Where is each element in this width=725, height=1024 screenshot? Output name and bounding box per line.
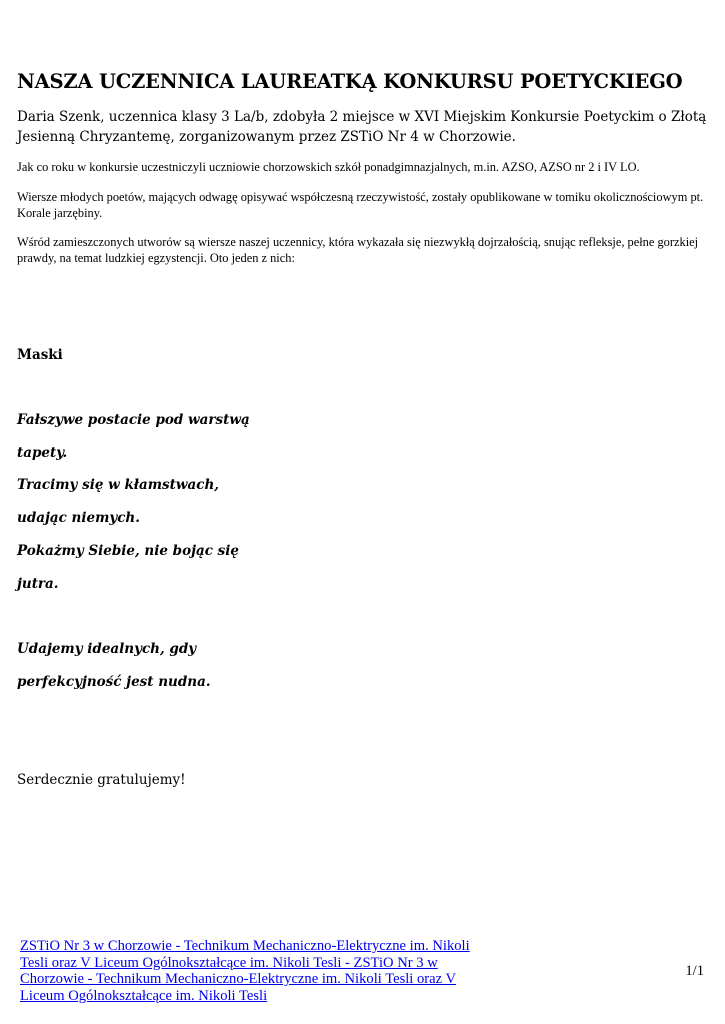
poem-line: Pokażmy Siebie, nie bojąc się [17,543,239,559]
poem-title: Maski [17,347,63,363]
article-paragraph: Jak co roku w konkursie uczestniczyli uczniowie chorzowskich szkół ponadgimnazjalnych, m.in. AZSO, AZSO nr 2 i IV LO. [17,160,640,174]
article-paragraph: Wśród zamieszczonych utworów są wiersze naszej uczennicy, która wykazała się niezwykłą dojrzałością, snując refleksje, pełne gorzkiej prawdy, na temat ludzkiej egzystencji. Oto jeden z nich: [17,235,699,265]
poem-line: Udajemy idealnych, gdy [17,641,197,657]
poem-line: perfekcyjność jest nudna. [17,674,211,690]
poem-line: jutra. [17,576,59,592]
closing-text: Serdecznie gratulujemy! [17,772,186,788]
page-number: 1/1 [685,963,704,979]
article-lead: Daria Szenk, uczennica klasy 3 La/b, zdobyła 2 miejsce w XVI Miejskim Konkursie Poetyckim o Złotą Jesienną Chryzantemę, zorganizowanym przez ZSTiO Nr 4 w Chorzowie. [17,109,707,145]
poem-line: Tracimy się w kłamstwach, [17,477,219,493]
article-paragraph: Wiersze młodych poetów, mających odwagę opisywać współczesną rzeczywistość, zostały opublikowane w tomiku okolicznościowym pt. Korale jarzębiny. [17,190,704,220]
footer-site-link[interactable]: ZSTiO Nr 3 w Chorzowie - Technikum Mechaniczno-Elektryczne im. Nikoli Tesli oraz V Liceum Ogólnokształcące im. Nikoli Tesli - ZSTiO Nr 3 w Chorzowie - Technikum Mechaniczno-Elektryczne im. Nikoli Tesli oraz V Liceum Ogólnokształcące im. Nikoli Tesli [20,938,470,1004]
poem-line: Fałszywe postacie pod warstwą [17,412,250,428]
article-title: NASZA UCZENNICA LAUREATKĄ KONKURSU POETYCKIEGO [17,70,683,93]
poem-line: tapety. [17,445,68,461]
poem-line: udając niemych. [17,510,140,526]
